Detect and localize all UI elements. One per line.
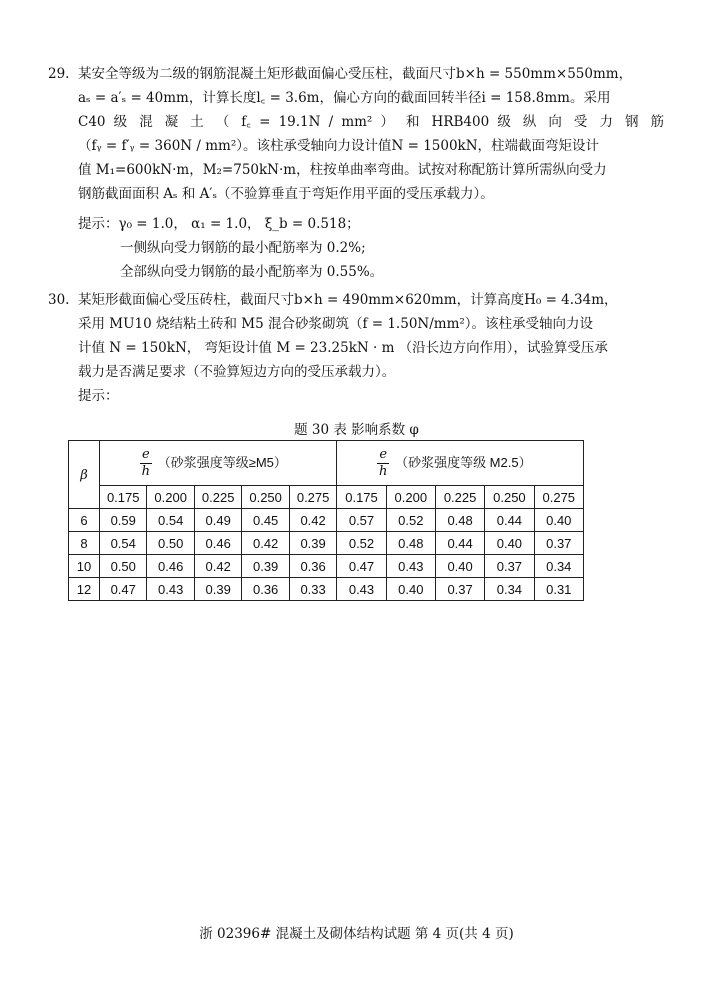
value-cell: 0.37 — [534, 532, 583, 555]
q29-line-4: （fᵧ = f′ᵧ = 360N / mm²）。该柱承受轴向力设计值N = 1500kN，柱端截面弯矩设计 — [78, 138, 600, 154]
ratio-cell: 0.225 — [194, 486, 241, 509]
beta-cell: 6 — [69, 509, 100, 532]
value-cell: 0.50 — [100, 555, 147, 578]
value-cell: 0.49 — [194, 509, 241, 532]
table-row — [69, 509, 584, 532]
q30-line-4: 载力是否满足要求（不验算短边方向的受压承载力）。 — [78, 364, 396, 380]
value-cell: 0.50 — [147, 532, 194, 555]
q29-hint-line-1 — [48, 212, 664, 236]
group-m5-header: $\frac{e}{h}$ （砂浆强度等级≥M5） — [100, 441, 337, 486]
value-cell: 0.57 — [337, 509, 386, 532]
q29-line-6: 钢筋截面面积 Aₛ 和 A′ₛ（不验算垂直于弯矩作用平面的受压承载力）。 — [78, 186, 494, 202]
value-cell: 0.43 — [337, 578, 386, 601]
influence-coefficient-table — [68, 440, 584, 601]
beta-cell: 12 — [69, 578, 100, 601]
q29-hint-coeffs: γ₀ = 1.0， α₁ = 1.0， ξ_b = 0.518； — [118, 216, 360, 232]
page-footer: 浙 02396# 混凝土及砌体结构试题 第 4 页(共 4 页) — [199, 926, 514, 942]
value-cell: 0.37 — [485, 555, 534, 578]
table-caption: 题 30 表 影响系数 φ — [294, 422, 419, 438]
ratio-cell: 0.250 — [485, 486, 534, 509]
table-row — [69, 578, 584, 601]
q30-text: 某矩形截面偏心受压砖柱，截面尺寸b×h = 490mm×620mm，计算高度H₀ = 4.34m， — [78, 292, 618, 308]
ratio-cell: 0.250 — [242, 486, 289, 509]
q30-hint-label: 提示： — [78, 388, 119, 404]
q29-line-2: aₛ = a′ₛ = 40mm，计算长度l꜀ = 3.6m，偏心方向的截面回转半径i = 158.8mm。采用 — [78, 90, 611, 106]
value-cell: 0.43 — [386, 555, 435, 578]
value-cell: 0.40 — [386, 578, 435, 601]
value-cell: 0.33 — [289, 578, 336, 601]
value-cell: 0.42 — [194, 555, 241, 578]
value-cell: 0.39 — [242, 555, 289, 578]
q29-hint-line-3: 全部纵向受力钢筋的最小配筋率为 0.55%。 — [120, 264, 384, 280]
ratio-cell: 0.175 — [100, 486, 147, 509]
value-cell: 0.54 — [100, 532, 147, 555]
beta-cell: 10 — [69, 555, 100, 578]
value-cell: 0.40 — [485, 532, 534, 555]
value-cell: 0.48 — [435, 509, 484, 532]
ratio-cell: 0.200 — [386, 486, 435, 509]
value-cell: 0.34 — [534, 555, 583, 578]
value-cell: 0.40 — [435, 555, 484, 578]
value-cell: 0.46 — [147, 555, 194, 578]
value-cell: 0.34 — [485, 578, 534, 601]
value-cell: 0.36 — [289, 555, 336, 578]
value-cell: 0.46 — [194, 532, 241, 555]
q30-line-1 — [48, 288, 664, 312]
ratio-cell: 0.175 — [337, 486, 386, 509]
value-cell: 0.39 — [194, 578, 241, 601]
value-cell: 0.31 — [534, 578, 583, 601]
q30-number: 30. — [48, 292, 70, 308]
q30-line-2: 采用 MU10 烧结粘土砖和 M5 混合砂浆砌筑（f = 1.50N/mm²）。该柱承受轴向力设 — [78, 316, 594, 332]
value-cell: 0.48 — [386, 532, 435, 555]
value-cell: 0.44 — [485, 509, 534, 532]
beta-cell: 8 — [69, 532, 100, 555]
value-cell: 0.47 — [337, 555, 386, 578]
value-cell: 0.39 — [289, 532, 336, 555]
value-cell: 0.40 — [534, 509, 583, 532]
ratio-cell: 0.225 — [435, 486, 484, 509]
ratio-cell: 0.275 — [534, 486, 583, 509]
value-cell: 0.43 — [147, 578, 194, 601]
q29-line-3: C40 级 混 凝 土 （ f꜀ = 19.1N / mm² ） 和 HRB400 级 纵 向 受 力 钢 筋 — [78, 114, 664, 130]
question-30 — [48, 288, 664, 408]
value-cell: 0.45 — [242, 509, 289, 532]
table-row — [69, 555, 584, 578]
value-cell: 0.59 — [100, 509, 147, 532]
q29-hint-line-2: 一侧纵向受力钢筋的最小配筋率为 0.2%; — [120, 240, 366, 256]
question-29 — [48, 62, 664, 284]
q29-line-5: 值 M₁=600kN·m，M₂=750kN·m，柱按单曲率弯曲。试按对称配筋计算所需纵向受力 — [78, 162, 607, 178]
value-cell: 0.36 — [242, 578, 289, 601]
ratio-header-row — [69, 486, 584, 509]
beta-header: β — [69, 441, 100, 509]
q29-line-1 — [48, 62, 664, 86]
table-row — [69, 532, 584, 555]
table-header-row — [69, 441, 584, 486]
value-cell: 0.42 — [242, 532, 289, 555]
e-over-h-fraction: $\frac{e}{h}$ — [141, 446, 151, 479]
value-cell: 0.42 — [289, 509, 336, 532]
ratio-cell: 0.275 — [289, 486, 336, 509]
q29-hint-label: 提示： — [78, 216, 119, 232]
value-cell: 0.47 — [100, 578, 147, 601]
value-cell: 0.52 — [386, 509, 435, 532]
value-cell: 0.44 — [435, 532, 484, 555]
value-cell: 0.52 — [337, 532, 386, 555]
group-m25-header: $\frac{e}{h}$ （砂浆强度等级 M2.5） — [337, 441, 584, 486]
q29-text: 某安全等级为二级的钢筋混凝土矩形截面偏心受压柱，截面尺寸b×h = 550mm×550mm， — [78, 66, 633, 82]
e-over-h-fraction: $\frac{e}{h}$ — [379, 446, 388, 479]
value-cell: 0.37 — [435, 578, 484, 601]
ratio-cell: 0.200 — [147, 486, 194, 509]
value-cell: 0.54 — [147, 509, 194, 532]
q29-number: 29. — [48, 66, 70, 82]
q30-line-3: 计值 N = 150kN， 弯矩设计值 M = 23.25kN · m （沿长边方向作用），试验算受压承 — [78, 340, 608, 356]
